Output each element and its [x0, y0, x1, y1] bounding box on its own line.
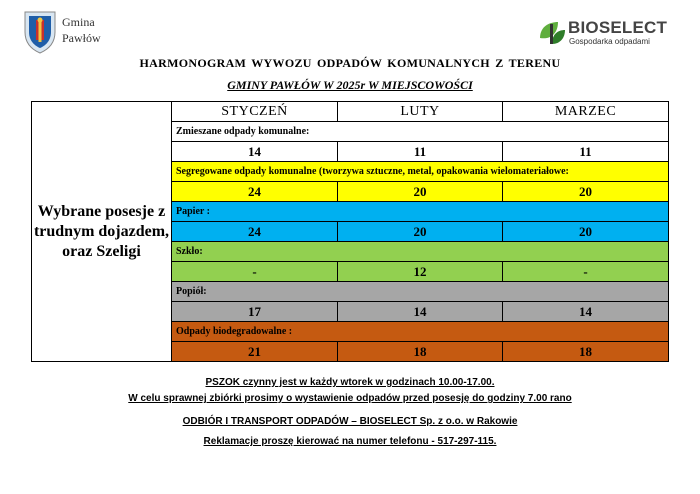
gmina-logo	[22, 10, 132, 58]
collection-schedule-table	[31, 101, 669, 362]
gmina-line2: Pawłów	[62, 31, 101, 45]
bioselect-name: BIOSELECT	[568, 18, 668, 37]
month-header: LUTY	[338, 102, 503, 122]
date-cell: 24	[172, 182, 338, 202]
category-label: Zmieszane odpady komunalne:	[172, 122, 669, 142]
date-cell: 21	[172, 342, 338, 362]
note-pszok: PSZOK czynny jest w każdy wtorek w godzinach 10.00-17.00.	[205, 377, 495, 388]
schedule-subtitle: GMINY PAWŁÓW W 2025r W MIEJSCOWOŚCI	[227, 78, 473, 92]
date-cell: 18	[503, 342, 669, 362]
date-cell: 14	[172, 142, 338, 162]
note-transport: ODBIÓR I TRANSPORT ODPADÓW – BIOSELECT Sp. z o.o. w Rakowie	[182, 416, 518, 427]
category-label: Szkło:	[172, 242, 669, 262]
date-cell: 20	[503, 222, 669, 242]
month-header: MARZEC	[503, 102, 669, 122]
date-cell: -	[503, 262, 669, 282]
schedule-title: HARMONOGRAM WYWOZU ODPADÓW KOMUNALNYCH Z TERENU	[139, 56, 561, 70]
bioselect-subtitle: Gospodarka odpadami	[569, 37, 650, 46]
category-label: Popiół:	[172, 282, 669, 302]
note-collection-time: W celu sprawnej zbiórki prosimy o wystawienie odpadów przed posesję do godziny 7.00 rano	[128, 393, 572, 404]
bioselect-logo	[538, 18, 688, 48]
bioselect-leaf-icon	[538, 18, 566, 46]
date-cell: 18	[338, 342, 503, 362]
months-row	[32, 102, 669, 122]
gmina-name	[62, 14, 101, 46]
note-complaints: Reklamacje proszę kierować na numer telefonu - 517-297-115.	[203, 436, 497, 447]
date-cell: 12	[338, 262, 503, 282]
category-label: Papier :	[172, 202, 669, 222]
date-cell: -	[172, 262, 338, 282]
date-cell: 11	[503, 142, 669, 162]
category-label: Segregowane odpady komunalne (tworzywa sztuczne, metal, opakowania wielomateriałowe:	[172, 162, 669, 182]
category-label: Odpady biodegradowalne :	[172, 322, 669, 342]
gmina-crest-icon	[22, 10, 58, 54]
date-cell: 11	[338, 142, 503, 162]
date-cell: 24	[172, 222, 338, 242]
location-cell: Wybrane posesje z trudnym dojazdem, oraz Szeligi	[32, 102, 172, 362]
date-cell: 14	[338, 302, 503, 322]
date-cell: 17	[172, 302, 338, 322]
date-cell: 20	[503, 182, 669, 202]
date-cell: 20	[338, 222, 503, 242]
date-cell: 14	[503, 302, 669, 322]
gmina-line1: Gmina	[62, 15, 95, 29]
date-cell: 20	[338, 182, 503, 202]
month-header: STYCZEŃ	[172, 102, 338, 122]
